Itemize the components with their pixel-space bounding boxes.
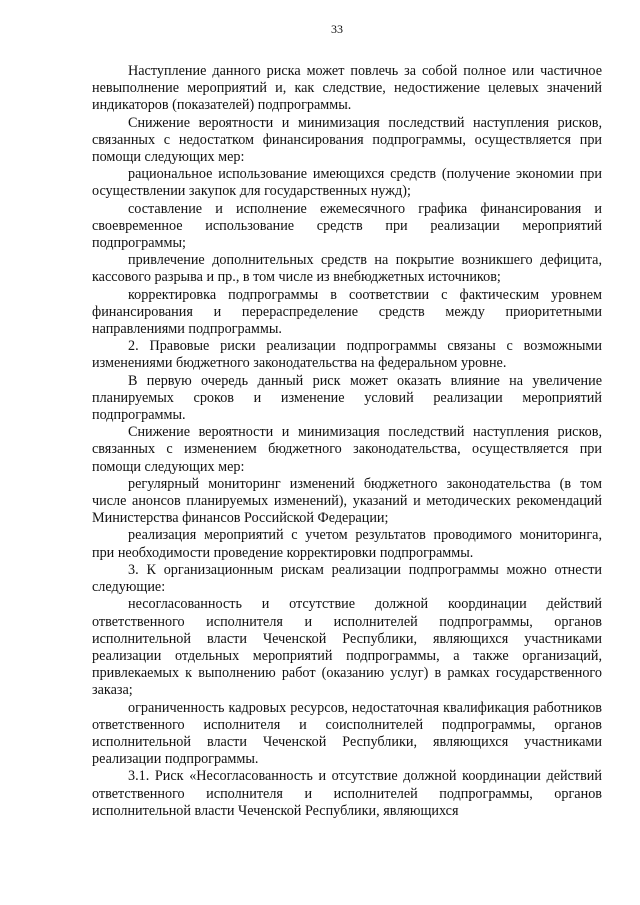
- paragraph: 3.1. Риск «Несогласованность и отсутствие должной координации действий ответственного исполнителя и исполнителей подпрограммы, органов исполнительной власти Чеченской Республики, являющихся: [92, 768, 602, 819]
- paragraph: Снижение вероятности и минимизация последствий наступления рисков, связанных с изменением бюджетного законодательства, осуществляется при помощи следующих мер:: [92, 424, 602, 475]
- paragraph: Снижение вероятности и минимизация последствий наступления рисков, связанных с недостатком финансирования подпрограммы, осуществляется при помощи следующих мер:: [92, 114, 602, 166]
- paragraph: привлечение дополнительных средств на покрытие возникшего дефицита, кассового разрыва и пр., в том числе из внебюджетных источников;: [92, 252, 602, 286]
- paragraph: ограниченность кадровых ресурсов, недостаточная квалификация работников ответственного исполнителя и соисполнителей подпрограммы, органов исполнительной власти Чеченской Республики, являющихся участниками реализации подпрограммы.: [92, 699, 602, 768]
- paragraph: 3. К организационным рискам реализации подпрограммы можно отнести следующие:: [92, 561, 602, 596]
- paragraph: В первую очередь данный риск может оказать влияние на увеличение планируемых сроков и изменение условий реализации мероприятий подпрограммы.: [92, 372, 602, 424]
- paragraph: рациональное использование имеющихся средств (получение экономии при осуществлении закупок для государственных нужд);: [92, 166, 602, 200]
- paragraph: регулярный мониторинг изменений бюджетного законодательства (в том числе анонсов планируемых изменений), указаний и методических рекомендаций Министерства финансов Российской Федерации;: [92, 475, 602, 527]
- paragraph: несогласованность и отсутствие должной координации действий ответственного исполнителя и исполнителей подпрограммы, органов исполнительной власти Чеченской Республики, являющихся участниками реализации отдельных мероприятий подпрограммы, а также организаций, привлекаемых к выполнению работ (оказанию услуг) в рамках государственного заказа;: [92, 596, 602, 699]
- page-number: 33: [331, 22, 343, 36]
- paragraph: реализация мероприятий с учетом результатов проводимого мониторинга, при необходимости проведение корректировки подпрограммы.: [92, 527, 602, 561]
- paragraph: составление и исполнение ежемесячного графика финансирования и своевременное использование средств при реализации мероприятий подпрограммы;: [92, 200, 602, 252]
- paragraph: Наступление данного риска может повлечь за собой полное или частичное невыполнение мероприятий и, как следствие, недостижение целевых значений индикаторов (показателей) подпрограммы.: [92, 63, 602, 114]
- paragraph: корректировка подпрограммы в соответствии с фактическим уровнем финансирования и перераспределение средств между приоритетными направлениями подпрограммы.: [92, 286, 602, 338]
- paragraph: 2. Правовые риски реализации подпрограммы связаны с возможными изменениями бюджетного законодательства на федеральном уровне.: [92, 338, 602, 372]
